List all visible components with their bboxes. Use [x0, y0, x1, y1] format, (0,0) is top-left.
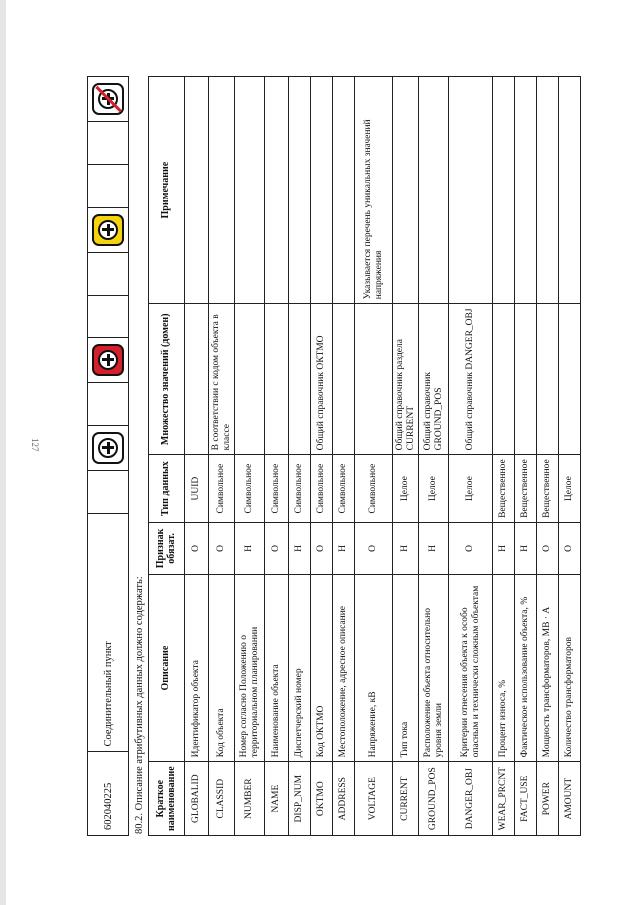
table-row: [393, 77, 419, 836]
cell-data-type: Целое: [559, 455, 581, 523]
red-junction-sign-icon: [92, 344, 124, 376]
cell-data-type: Символьное: [209, 455, 235, 523]
cell-domain: В соответствии с кодом объекта в классе: [209, 304, 235, 455]
empty-cell: [88, 471, 129, 514]
table-row: [209, 77, 235, 836]
cell-data-type: Символьное: [355, 455, 393, 523]
cell-domain: Общий справочник ОКТМО: [311, 304, 333, 455]
cell-data-type: Символьное: [333, 455, 355, 523]
cell-description: Диспетчерский номер: [289, 574, 311, 762]
symbol-table: [87, 76, 129, 836]
cell-note: [449, 77, 493, 304]
table-row: [449, 77, 493, 836]
cell-description: Расположение объекта относительно уровня земли: [419, 574, 449, 762]
junction-circle: [98, 438, 118, 458]
object-code: 602040225: [88, 752, 129, 836]
header-data-type: Тип данных: [149, 455, 185, 523]
cell-required: Н: [393, 522, 419, 574]
cell-required: О: [209, 522, 235, 574]
cell-data-type: Символьное: [235, 455, 265, 523]
cell-short-name: CURRENT: [393, 762, 419, 836]
cell-domain: [559, 304, 581, 455]
section-caption: 80.2. Описание атрибутивных данных должно содержать:: [134, 576, 145, 834]
crossed-junction-sign-icon: [92, 83, 124, 115]
header-note: Примечание: [149, 77, 185, 304]
sign-cell-yellow: [88, 207, 129, 252]
cell-note: [493, 77, 515, 304]
cell-required: О: [559, 522, 581, 574]
cell-description: Код ОКТМО: [311, 574, 333, 762]
cell-domain: [333, 304, 355, 455]
scan-edge: [0, 0, 6, 905]
table-row: [419, 77, 449, 836]
cell-required: О: [355, 522, 393, 574]
cell-short-name: POWER: [537, 762, 559, 836]
symbol-row: [88, 77, 129, 836]
cell-required: О: [185, 522, 209, 574]
cell-description: Количество трансформаторов: [559, 574, 581, 762]
table-body: [185, 77, 581, 836]
cell-domain: [493, 304, 515, 455]
cell-description: Тип тока: [393, 574, 419, 762]
table-header-row: [149, 77, 185, 836]
cell-domain: [185, 304, 209, 455]
sign-cell-white: [88, 426, 129, 471]
cell-data-type: UUID: [185, 455, 209, 523]
cell-short-name: WEAR_PRCNT: [493, 762, 515, 836]
cell-description: Фактическое использование объекта, %: [515, 574, 537, 762]
cell-note: [393, 77, 419, 304]
header-domain: Множество значений (домен): [149, 304, 185, 455]
cell-required: О: [265, 522, 289, 574]
cell-note: [311, 77, 333, 304]
cell-domain: [265, 304, 289, 455]
cell-required: Н: [235, 522, 265, 574]
cell-short-name: FACT_USE: [515, 762, 537, 836]
cell-required: Н: [515, 522, 537, 574]
empty-cell: [88, 383, 129, 426]
cell-short-name: NUMBER: [235, 762, 265, 836]
empty-cell: [88, 121, 129, 164]
cell-required: О: [537, 522, 559, 574]
cell-short-name: ADDRESS: [333, 762, 355, 836]
table-row: [493, 77, 515, 836]
cell-note: [289, 77, 311, 304]
table-row: [537, 77, 559, 836]
cell-data-type: Вещественное: [537, 455, 559, 523]
cell-description: Мощность трансформаторов, МВ · А: [537, 574, 559, 762]
cell-required: Н: [419, 522, 449, 574]
table-row: [355, 77, 393, 836]
cell-description: Наименование объекта: [265, 574, 289, 762]
white-junction-sign-icon: [92, 432, 124, 464]
cell-note: [559, 77, 581, 304]
cell-short-name: NAME: [265, 762, 289, 836]
object-label: Соединительный пункт: [88, 513, 129, 751]
table-row: [289, 77, 311, 836]
cell-required: О: [311, 522, 333, 574]
cell-description: Номер согласно Положению о территориальном планировании: [235, 574, 265, 762]
cell-domain: Общий справочник GROUND_POS: [419, 304, 449, 455]
table-row: [559, 77, 581, 836]
cell-note: [265, 77, 289, 304]
cell-data-type: Целое: [419, 455, 449, 523]
cell-short-name: DISP_NUM: [289, 762, 311, 836]
header-short-name: Краткое наименование: [149, 762, 185, 836]
cell-domain: [515, 304, 537, 455]
cell-description: Идентификатор объекта: [185, 574, 209, 762]
attribute-table: [148, 76, 581, 836]
table-row: [185, 77, 209, 836]
cell-domain: [537, 304, 559, 455]
cell-short-name: GROUND_POS: [419, 762, 449, 836]
page-number: 127: [30, 438, 40, 452]
header-required: Признак обязат.: [149, 522, 185, 574]
cell-short-name: VOLTAGE: [355, 762, 393, 836]
cell-note: [419, 77, 449, 304]
cell-required: Н: [289, 522, 311, 574]
cell-domain: [235, 304, 265, 455]
cell-data-type: Символьное: [265, 455, 289, 523]
sign-cell-red: [88, 338, 129, 383]
cell-data-type: Вещественное: [493, 455, 515, 523]
cell-short-name: GLOBALID: [185, 762, 209, 836]
cell-note: [537, 77, 559, 304]
cell-required: Н: [493, 522, 515, 574]
cell-domain: [289, 304, 311, 455]
cell-note: [333, 77, 355, 304]
junction-circle: [98, 350, 118, 370]
sign-cell-crossed: [88, 77, 129, 122]
cell-data-type: Символьное: [289, 455, 311, 523]
empty-cell: [88, 295, 129, 338]
cell-required: О: [449, 522, 493, 574]
cell-short-name: DANGER_OBJ: [449, 762, 493, 836]
header-description: Описание: [149, 574, 185, 762]
cell-short-name: AMOUNT: [559, 762, 581, 836]
cell-description: Критерии отнесения объекта к особо опасным и технически сложным объектам: [449, 574, 493, 762]
cell-note: [235, 77, 265, 304]
cell-description: Код объекта: [209, 574, 235, 762]
cell-short-name: OKTMO: [311, 762, 333, 836]
cell-data-type: Целое: [393, 455, 419, 523]
cell-data-type: Символьное: [311, 455, 333, 523]
cell-data-type: Целое: [449, 455, 493, 523]
cell-note: [185, 77, 209, 304]
yellow-junction-sign-icon: [92, 214, 124, 246]
cell-domain: [355, 304, 393, 455]
cell-short-name: CLASSID: [209, 762, 235, 836]
cell-note: Указывается перечень уникальных значений напряжения: [355, 77, 393, 304]
cell-description: Процент износа, %: [493, 574, 515, 762]
table-row: [333, 77, 355, 836]
table-row: [515, 77, 537, 836]
empty-cell: [88, 164, 129, 207]
table-row: [235, 77, 265, 836]
cell-domain: Общий справочник DANGER_OBJ: [449, 304, 493, 455]
empty-cell: [88, 252, 129, 295]
rotated-page-content: [87, 76, 607, 836]
table-row: [311, 77, 333, 836]
cell-description: Напряжение, кВ: [355, 574, 393, 762]
cell-required: Н: [333, 522, 355, 574]
cell-note: [209, 77, 235, 304]
cell-domain: Общий справочник раздела CURRENT: [393, 304, 419, 455]
cell-note: [515, 77, 537, 304]
cell-data-type: Вещественное: [515, 455, 537, 523]
cell-description: Местоположение, адресное описание: [333, 574, 355, 762]
junction-circle: [98, 220, 118, 240]
table-row: [265, 77, 289, 836]
